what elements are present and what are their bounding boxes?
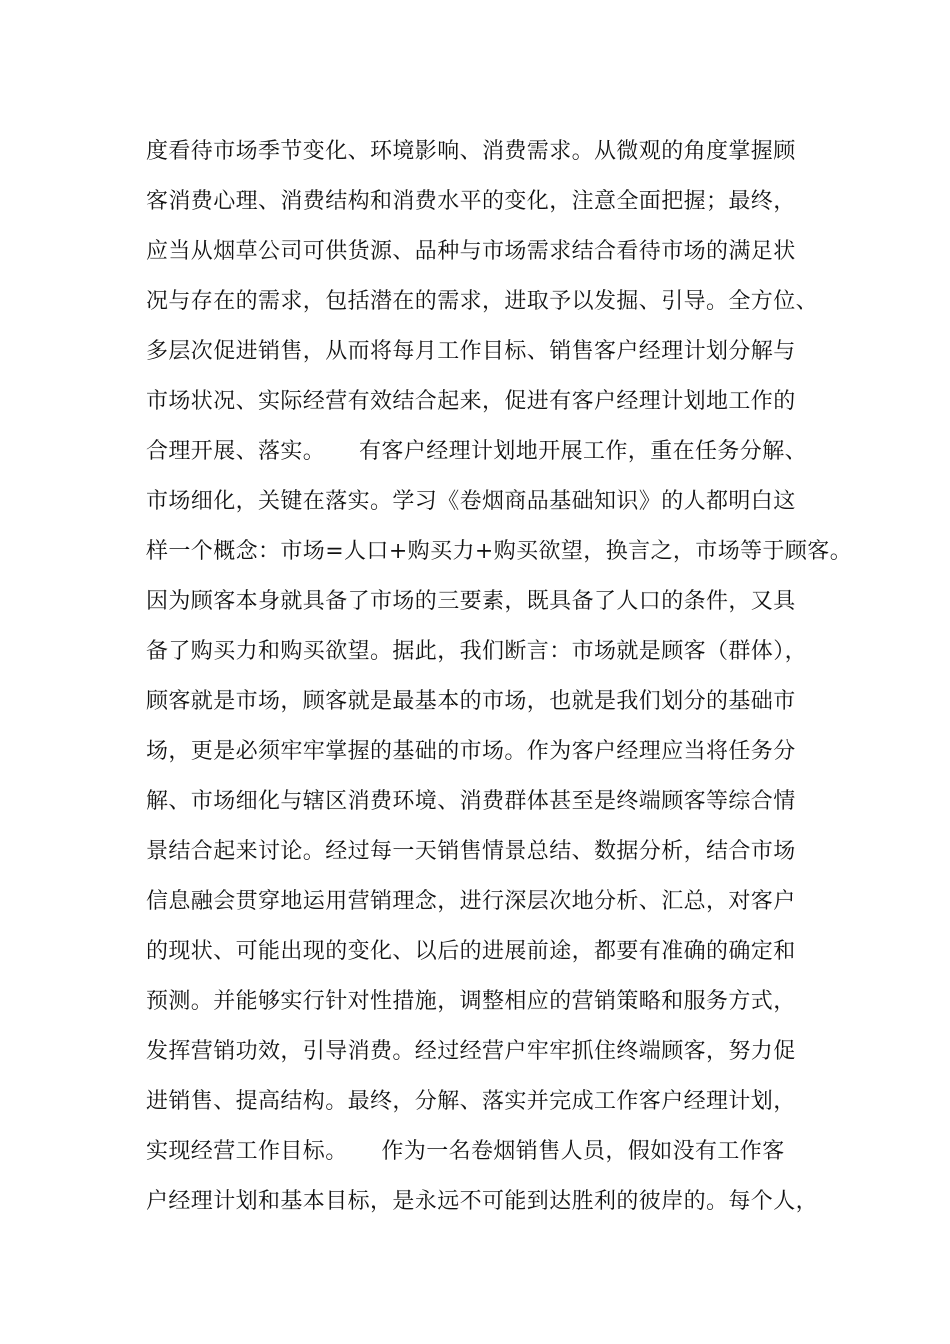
text-line: 市场状况、实际经营有效结合起来，促进有客户经理计划地工作的 — [146, 389, 796, 414]
text-line: 合理开展、落实。 有客户经理计划地开展工作，重在任务分解、 — [146, 439, 808, 464]
text-line: 进销售、提高结构。最终，分解、落实并完成工作客户经理计划， — [146, 1089, 796, 1114]
text-line: 的现状、可能出现的变化、以后的进展前途，都要有准确的确定和 — [146, 939, 796, 964]
text-line: 实现经营工作目标。 作为一名卷烟销售人员，假如没有工作客 — [146, 1139, 785, 1164]
text-line: 备了购买力和购买欲望。据此，我们断言：市场就是顾客（群体）， — [146, 639, 808, 664]
text-line: 景结合起来讨论。经过每一天销售情景总结、数据分析，结合市场 — [146, 839, 796, 864]
text-line: 场，更是必须牢牢掌握的基础的市场。作为客户经理应当将任务分 — [146, 739, 796, 764]
text-line: 户经理计划和基本目标，是永远不可能到达胜利的彼岸的。每个人， — [146, 1189, 819, 1214]
text-line: 样一个概念：市场=人口+购买力+购买欲望，换言之，市场等于顾客。 — [146, 539, 853, 564]
text-line: 顾客就是市场，顾客就是最基本的市场，也就是我们划分的基础市 — [146, 689, 796, 714]
text-line: 市场细化，关键在落实。学习《卷烟商品基础知识》的人都明白这 — [146, 489, 796, 514]
text-line: 多层次促进销售，从而将每月工作目标、销售客户经理计划分解与 — [146, 339, 796, 364]
text-line: 客消费心理、消费结构和消费水平的变化，注意全面把握；最终， — [146, 189, 796, 214]
text-line: 信息融会贯穿地运用营销理念，进行深层次地分析、汇总，对客户 — [146, 889, 796, 914]
text-line: 因为顾客本身就具备了市场的三要素，既具备了人口的条件，又具 — [146, 589, 796, 614]
text-line: 解、市场细化与辖区消费环境、消费群体甚至是终端顾客等综合情 — [146, 789, 796, 814]
text-line: 况与存在的需求，包括潜在的需求，进取予以发掘、引导。全方位、 — [146, 289, 819, 314]
text-line: 度看待市场季节变化、环境影响、消费需求。从微观的角度掌握顾 — [146, 139, 796, 164]
text-line: 应当从烟草公司可供货源、品种与市场需求结合看待市场的满足状 — [146, 239, 796, 264]
body-text — [146, 130, 853, 1230]
text-line: 预测。并能够实行针对性措施，调整相应的营销策略和服务方式， — [146, 989, 796, 1014]
text-line: 发挥营销功效，引导消费。经过经营户牢牢抓住终端顾客，努力促 — [146, 1039, 796, 1064]
